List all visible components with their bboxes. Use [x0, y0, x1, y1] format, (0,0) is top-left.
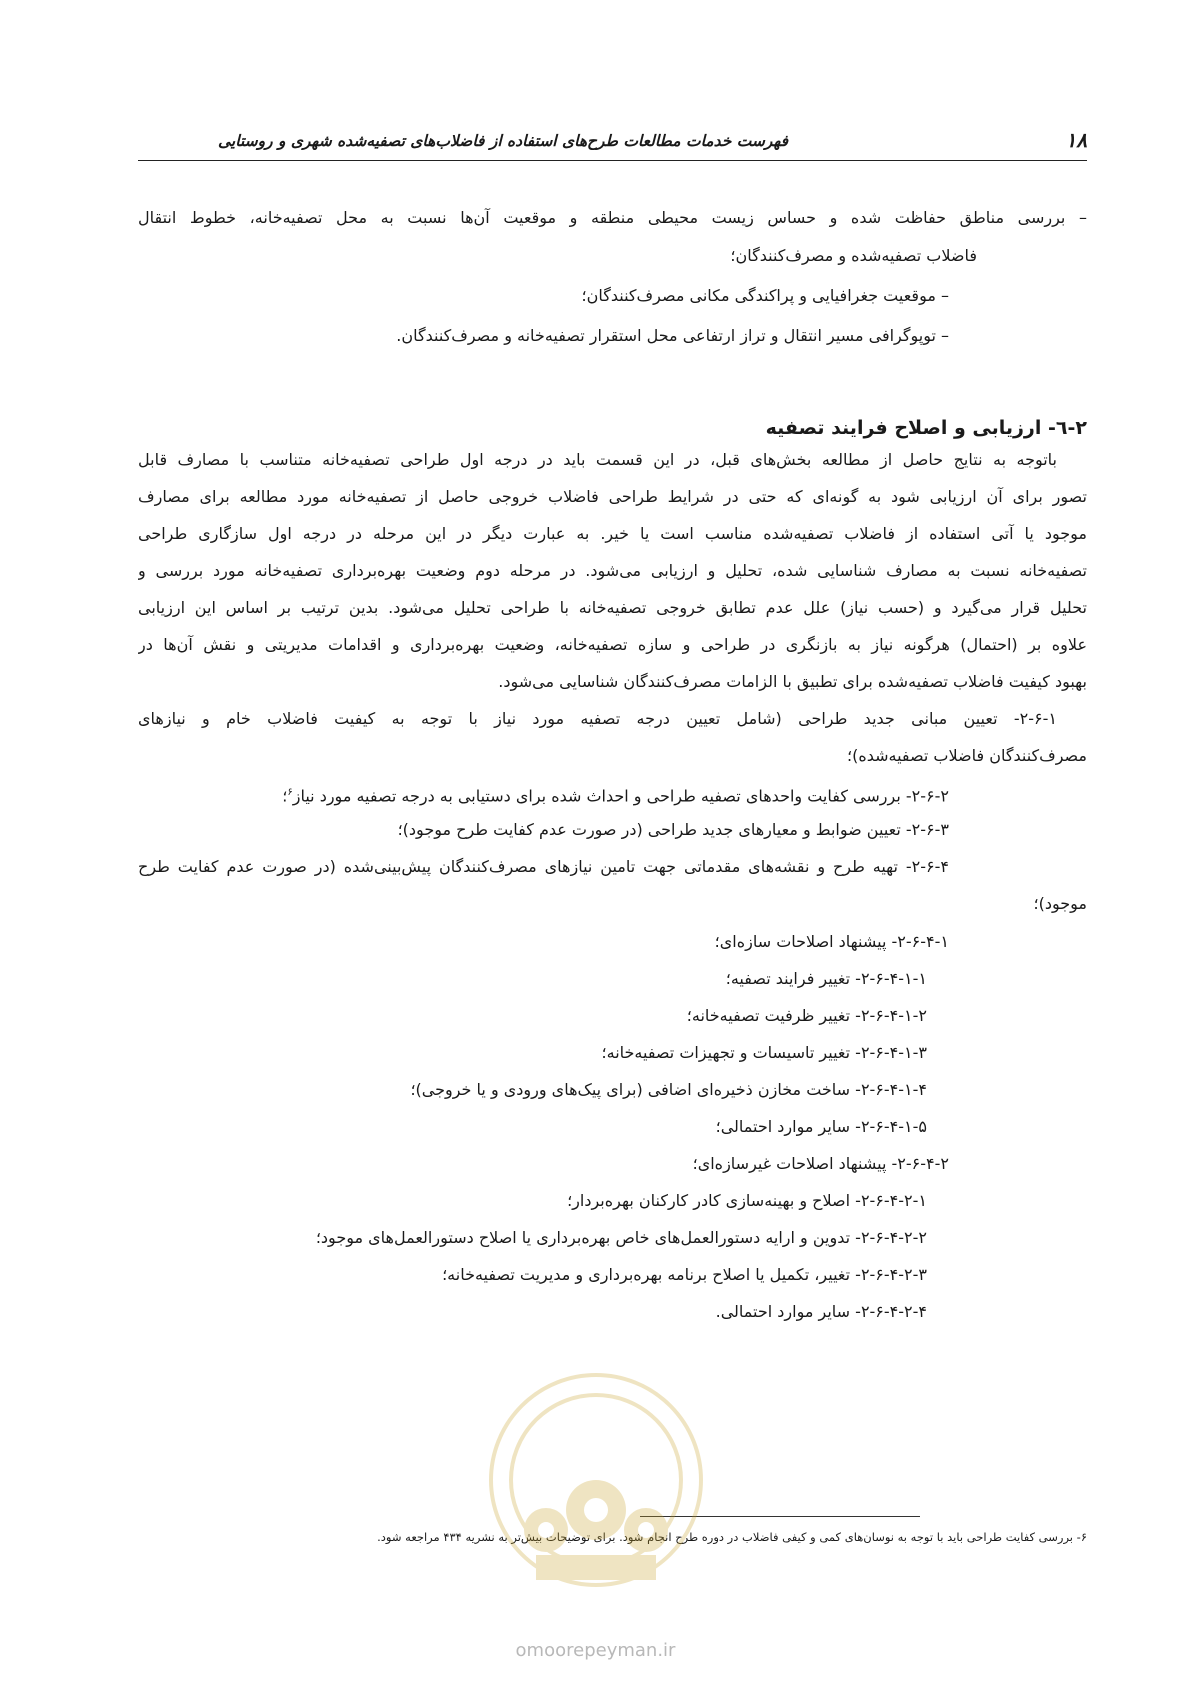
subitem-2-6-4-1-2: ۲-۶-۴-۱-۲- تغییر ظرفیت تصفیه‌خانه؛	[686, 1006, 927, 1025]
item-2-6-1: ۲-۶-۱- تعیین مبانی جدید طراحی (شامل تعیین درجه تصفیه مورد نیاز با توجه به کیفیت فاضلاب خام و نیازهای	[138, 709, 1057, 728]
footnote-ref: ۶	[287, 787, 293, 798]
paragraph-line: موجود یا آتی استفاده از فاضلاب تصفیه‌شده مناسب است یا خیر. به عبارت دیگر در این مرحله در درجه اول سازگاری طراحی	[138, 524, 1087, 543]
subitem-2-6-4-1-4: ۲-۶-۴-۱-۴- ساخت مخازن ذخیره‌ای اضافی (برای پیک‌های ورودی و یا خروجی)؛	[410, 1080, 927, 1099]
watermark-seal-icon	[476, 1360, 716, 1610]
subitem-2-6-4-1-1: ۲-۶-۴-۱-۱- تغییر فرایند تصفیه؛	[725, 969, 927, 988]
section-heading: ۲-٦- ارزیابی و اصلاح فرایند تصفیه	[765, 417, 1087, 439]
bullet-protected-areas-cont: فاضلاب تصفیه‌شده و مصرف‌کنندگان؛	[730, 246, 977, 265]
running-title: فهرست خدمات مطالعات طرح‌های استفاده از فاضلاب‌های تصفیه‌شده شهری و روستایی	[218, 132, 789, 150]
item-2-6-3: ۲-۶-۳- تعیین ضوابط و معیارهای جدید طراحی (در صورت عدم کفایت طرح موجود)؛	[397, 820, 949, 839]
footnote-rule	[640, 1516, 920, 1517]
subitem-2-6-4-1: ۲-۶-۴-۱- پیشنهاد اصلاحات سازه‌ای؛	[714, 932, 949, 951]
subitem-2-6-4-2-4: ۲-۶-۴-۲-۴- سایر موارد احتمالی.	[715, 1302, 927, 1321]
subitem-2-6-4-1-5: ۲-۶-۴-۱-۵- سایر موارد احتمالی؛	[715, 1117, 927, 1136]
item-2-6-2: ۲-۶-۲- بررسی کفایت واحدهای تصفیه طراحی و احداث شده برای دستیابی به درجه تصفیه مورد نیاز$^۶$؛	[282, 786, 949, 806]
bullet-protected-areas: – بررسی مناطق حفاظت شده و حساس زیست محیطی منطقه و موقعیت آن‌ها نسبت به محل تصفیه‌خانه، خطوط انتقال	[138, 208, 1087, 227]
subitem-2-6-4-2-3: ۲-۶-۴-۲-۳- تغییر، تکمیل یا اصلاح برنامه بهره‌برداری و مدیریت تصفیه‌خانه؛	[442, 1265, 927, 1284]
watermark-url: omoorepeyman.ir	[515, 1640, 676, 1661]
footnote: ۶- بررسی کفایت طراحی باید با توجه به نوسان‌های کمی و کیفی فاضلاب در دوره طرح انجام شود. برای توضیحات بیش‌تر به نشریه ۴۳۴ مراجعه شود.	[377, 1530, 1087, 1544]
subitem-2-6-4-1-3: ۲-۶-۴-۱-۳- تغییر تاسیسات و تجهیزات تصفیه‌خانه؛	[601, 1043, 927, 1062]
item-2-6-4-cont: موجود)؛	[1033, 894, 1087, 913]
page-number: ۱۸	[1065, 128, 1087, 152]
bullet-location: – موقعیت جغرافیایی و پراکندگی مکانی مصرف‌کنندگان؛	[581, 286, 949, 305]
page-header	[138, 128, 1087, 164]
header-rule	[138, 160, 1087, 161]
paragraph-line: علاوه بر (احتمال) هرگونه نیاز به بازنگری در طراحی و سازه تصفیه‌خانه، وضعیت بهره‌برداری و اقدامات مدیریتی و نقش آن‌ها در	[138, 635, 1087, 654]
subitem-2-6-4-2-1: ۲-۶-۴-۲-۱- اصلاح و بهینه‌سازی کادر کارکنان بهره‌بردار؛	[567, 1191, 927, 1210]
item-2-6-1-cont: مصرف‌کنندگان فاضلاب تصفیه‌شده)؛	[846, 746, 1087, 765]
item-2-6-4: ۲-۶-۴- تهیه طرح و نقشه‌های مقدماتی جهت تامین نیازهای مصرف‌کنندگان پیش‌بینی‌شده (در صورت عدم کفایت طرح	[138, 857, 949, 876]
paragraph-line: تصفیه‌خانه نسبت به مصارف شناسایی شده، تحلیل و ارزیابی می‌شود. در مرحله دوم وضعیت بهره‌برداری تصفیه‌خانه مورد بررسی و	[138, 561, 1087, 580]
paragraph-line: تحلیل قرار می‌گیرد و (حسب نیاز) علل عدم تطابق خروجی تصفیه‌خانه با طراحی تحلیل می‌شود. بدین ترتیب بر اساس این ارزیابی	[138, 598, 1087, 617]
paragraph-line: تصور برای آن ارزیابی شود به گونه‌ای که حتی در شرایط طراحی فاضلاب خروجی حاصل از تصفیه‌خانه مورد مطالعه برای مصارف	[138, 487, 1087, 506]
bullet-topography: – توپوگرافی مسیر انتقال و تراز ارتفاعی محل استقرار تصفیه‌خانه و مصرف‌کنندگان.	[396, 326, 949, 345]
subitem-2-6-4-2: ۲-۶-۴-۲- پیشنهاد اصلاحات غیرسازه‌ای؛	[692, 1154, 949, 1173]
paragraph-line: بهبود کیفیت فاضلاب تصفیه‌شده برای تطبیق با الزامات مصرف‌کنندگان شناسایی می‌شود.	[498, 672, 1087, 691]
subitem-2-6-4-2-2: ۲-۶-۴-۲-۲- تدوین و ارایه دستورالعمل‌های خاص بهره‌برداری یا اصلاح دستورالعمل‌های موجود؛	[315, 1228, 927, 1247]
paragraph-line: باتوجه به نتایج حاصل از مطالعه بخش‌های قبل، در این قسمت باید در درجه اول طراحی تصفیه‌خانه متناسب با مصارف قابل	[138, 450, 1057, 469]
